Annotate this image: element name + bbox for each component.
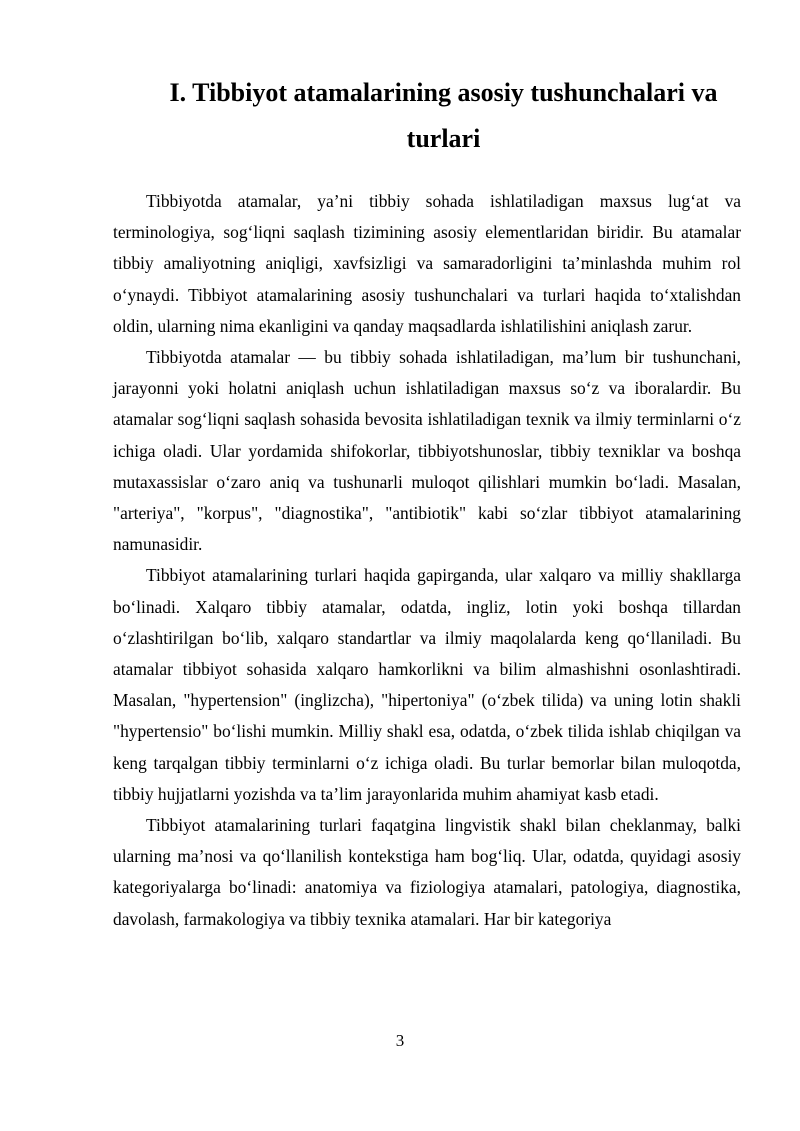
section-title: I. Tibbiyot atamalarining asosiy tushunchalari va turlari [169, 78, 718, 153]
document-page [113, 70, 741, 935]
paragraph-3: Tibbiyot atamalarining turlari haqida gapirganda, ular xalqaro va milliy shakllarga bo‘linadi. Xalqaro tibbiy atamalar, odatda, ingliz, lotin yoki boshqa tillardan o‘zlashtirilgan bo‘lib, xalqaro standartlar va ilmiy maqolalarda keng qo‘llaniladi. Bu atamalar tibbiyot sohasida xalqaro hamkorlikni va bilim almashishni osonlashtiradi. Masalan, "hypertension" (inglizcha), "hipertoniya" (o‘zbek tilida) va uning lotin shakli "hypertensio" bo‘lishi mumkin. Milliy shakl esa, odatda, o‘zbek tilida ishlab chiqilgan va keng tarqalgan tibbiy terminlarni o‘z ichiga oladi. Bu turlar bemorlar bilan muloqotda, tibbiy hujjatlarni yozishda va ta’lim jarayonlarida muhim ahamiyat kasb etadi. [113, 565, 741, 804]
paragraph-4: Tibbiyot atamalarining turlari faqatgina lingvistik shakl bilan cheklanmay, balki ularning ma’nosi va qo‘llanilish kontekstiga ham bog‘liq. Ular, odatda, quyidagi asosiy kategoriyalarga bo‘linadi: anatomiya va fiziologiya atamalari, patologiya, diagnostika, davolash, farmakologiya va tibbiy texnika atamalari. Har bir kategoriya [113, 815, 741, 929]
body-text [113, 186, 741, 935]
paragraph-2: Tibbiyotda atamalar — bu tibbiy sohada ishlatiladigan, ma’lum bir tushunchani, jarayonni yoki holatni aniqlash uchun ishlatiladigan maxsus so‘z va iboralardir. Bu atamalar sog‘liqni saqlash sohasida bevosita ishlatiladigan texnik va ilmiy terminlarni o‘z ichiga oladi. Ular yordamida shifokorlar, tibbiyotshunoslar, tibbiy texniklar va boshqa mutaxassislar o‘zaro aniq va tushunarli muloqot qilishlari mumkin bo‘ladi. Masalan, "arteriya", "korpus", "diagnostika", "antibiotik" kabi so‘zlar tibbiyot atamalarining namunasidir. [113, 347, 741, 555]
paragraph-1: Tibbiyotda atamalar, ya’ni tibbiy sohada ishlatiladigan maxsus lug‘at va terminologiya, sog‘liqni saqlash tizimining asosiy elementlaridan biridir. Bu atamalar tibbiy amaliyotning aniqligi, xavfsizligi va samaradorligini ta’minlashda muhim rol o‘ynaydi. Tibbiyot atamalarining asosiy tushunchalari va turlari haqida to‘xtalishdan oldin, ularning nima ekanligini va qanday maqsadlarda ishlatilishini aniqlash zarur. [113, 191, 741, 336]
page-number: 3 [395, 1031, 405, 1050]
